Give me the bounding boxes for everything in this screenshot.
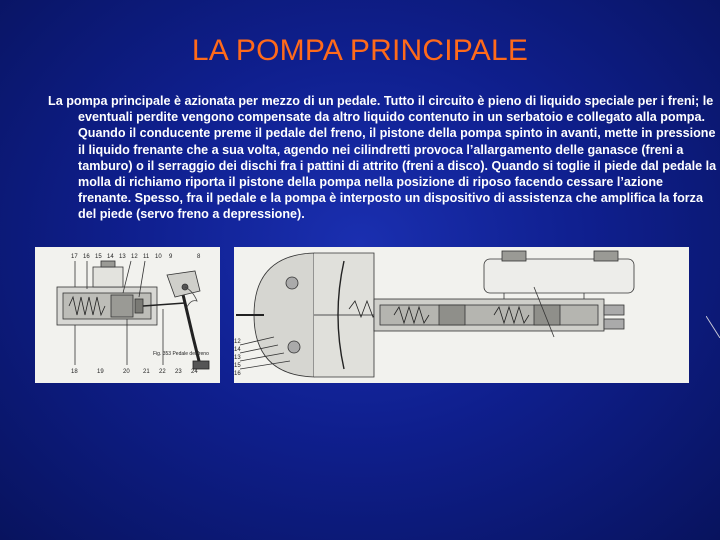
left-callout-top: 15 xyxy=(95,254,102,260)
right-callout: 15 xyxy=(234,363,241,369)
left-callout-bottom: 22 xyxy=(159,369,166,375)
left-callout-top: 11 xyxy=(143,254,150,260)
left-callout-top: 12 xyxy=(131,254,138,260)
decorative-line xyxy=(706,316,720,338)
left-callout-bottom: 19 xyxy=(97,369,104,375)
left-callout-top: 17 xyxy=(71,254,78,260)
left-callout-top: 9 xyxy=(169,254,173,260)
left-callout-top: 8 xyxy=(197,254,201,260)
right-callout: 13 xyxy=(234,355,241,361)
left-callout-bottom: 23 xyxy=(175,369,182,375)
left-callout-top: 10 xyxy=(155,254,162,260)
left-callout-top: 13 xyxy=(119,254,126,260)
brake-pedal-diagram xyxy=(35,247,220,383)
right-callout: 14 xyxy=(234,347,241,353)
left-callout-top: 16 xyxy=(83,254,90,260)
right-callout: 12 xyxy=(234,339,241,345)
right-callout: 16 xyxy=(234,371,241,377)
slide-paragraph: La pompa principale è azionata per mezzo di un pedale. Tutto il circuito è pieno di liquido speciale per i freni; le eventuali perdite vengono compensate da altro liquido contenuto in un serbatoio e collegato alla pompa. Quando il conducente preme il pedale del freno, il pistone della pompa spinto in avanti, mette in pressione il liquido frenante che a sua volta, agendo nei cilindretti provoca l’allargamento delle ganasce (freni a tamburo) o il serraggio dei dischi fra i pattini di attrito (freni a disco). Quando si toglie il piede dal pedale la molla di richiamo riporta il pistone della pompa nella posizione di riposo facendo cessare l’azione frenante. Spesso, fra il pedale e la pompa è interposto un dispositivo di assistenza che amplifica la forza del piede (servo freno a depressione). xyxy=(48,94,717,222)
left-callout-top: 14 xyxy=(107,254,114,260)
slide-title: LA POMPA PRINCIPALE xyxy=(191,34,529,67)
left-callout-bottom: 18 xyxy=(71,369,78,375)
servo-brake-diagram xyxy=(234,247,689,383)
left-callout-bottom: 20 xyxy=(123,369,130,375)
left-callout-bottom: 21 xyxy=(143,369,150,375)
left-figure-caption: Fig. 353 Pedale del freno xyxy=(153,351,209,357)
left-callout-bottom: 24 xyxy=(191,369,198,375)
